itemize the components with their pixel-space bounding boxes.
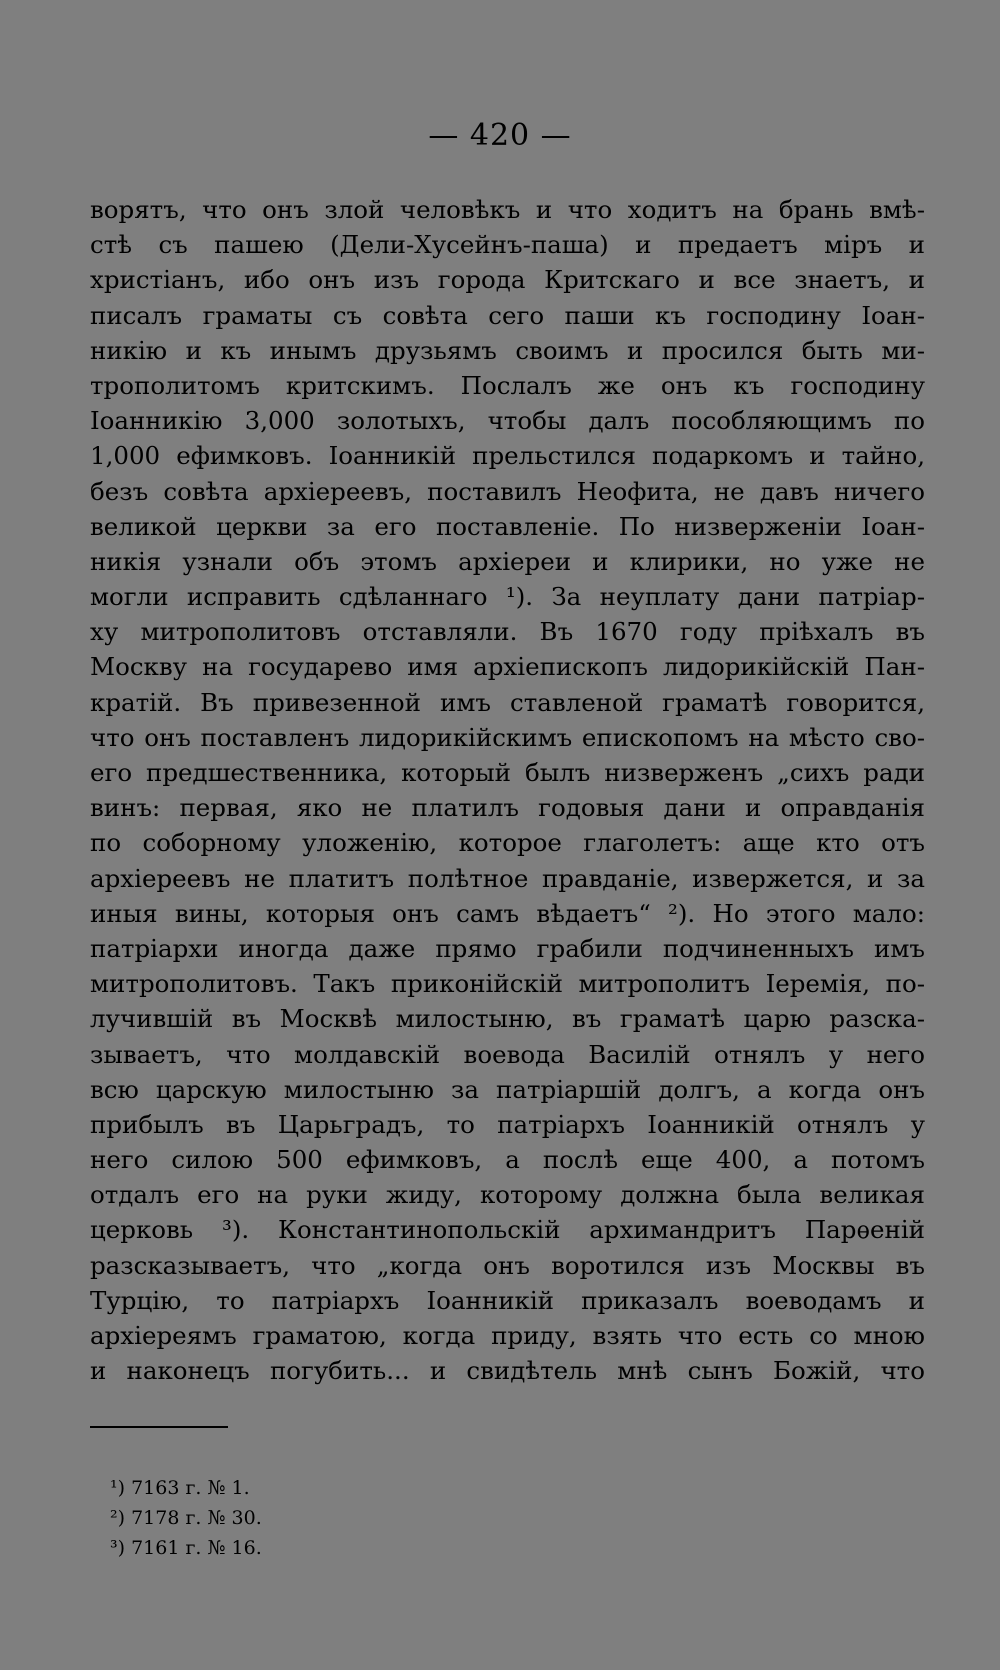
text-line: могли исправить сдѣланнаго ¹). За неуплату дани патріар- <box>90 582 925 612</box>
text-line: великой церкви за его поставленіе. По низверженіи Іоан- <box>90 511 925 541</box>
text-line: христіанъ, ибо онъ изъ города Критскаго и все знаетъ, и <box>90 265 925 295</box>
page-number: — 420 — <box>428 118 572 153</box>
text-line: 1,000 ефимковъ. Іоанникій прельстился подаркомъ и тайно, <box>90 441 925 471</box>
text-line: иныя вины, которыя онъ самъ вѣдаетъ“ ²). Но этого мало: <box>90 898 925 928</box>
text-line: Турцію, то патріархъ Іоанникій приказалъ воеводамъ и <box>90 1285 925 1315</box>
text-line: прибылъ въ Царьградъ, то патріархъ Іоанникій отнялъ у <box>90 1109 925 1139</box>
text-line: его предшественника, который былъ низверженъ „сихъ ради <box>90 758 925 787</box>
footnote: ²) 7178 г. № 30. <box>110 1507 262 1529</box>
text-line: зываетъ, что молдавскій воевода Василій отнялъ у него <box>90 1039 925 1069</box>
text-line: что онъ поставленъ лидорикійскимъ епископомъ на мѣсто сво- <box>90 722 925 752</box>
text-line: патріархи иногда даже прямо грабили подчиненныхъ имъ <box>90 933 925 963</box>
text-line: никія узнали объ этомъ архіереи и клирики, но уже не <box>90 546 925 576</box>
text-line: архіереямъ граматою, когда приду, взять что есть со мною <box>90 1321 925 1350</box>
text-line: ворятъ, что онъ злой человѣкъ и что ходитъ на брань вмѣ- <box>90 195 925 224</box>
footnotes <box>110 1473 710 1563</box>
footnote: ¹) 7163 г. № 1. <box>110 1477 250 1499</box>
text-line: писалъ граматы съ совѣта сего паши къ господину Іоан- <box>90 300 925 330</box>
text-line: разсказываетъ, что „когда онъ воротился изъ Москвы въ <box>90 1250 925 1280</box>
text-line: кратій. Въ привезенной имъ ставленой граматѣ говорится, <box>90 687 925 717</box>
text-line: безъ совѣта архіереевъ, поставилъ Неофита, не давъ ничего <box>90 476 925 506</box>
text-line: лучившій въ Москвѣ милостыню, въ граматѣ царю разска- <box>90 1004 925 1034</box>
text-line: отдалъ его на руки жиду, которому должна была великая <box>90 1180 925 1210</box>
main-text <box>90 192 925 1388</box>
text-line: него силою 500 ефимковъ, а послѣ еще 400, а потомъ <box>90 1145 925 1175</box>
text-line: по соборному уложенію, которое глаголетъ: аще кто отъ <box>90 828 925 858</box>
text-line: архіереевъ не платитъ полѣтное правданіе, извержется, и за <box>90 863 925 893</box>
footnote-divider <box>90 1426 228 1428</box>
text-line: всю царскую милостыню за патріаршій долгъ, а когда онъ <box>90 1074 925 1104</box>
text-line: митрополитовъ. Такъ приконійскій митрополитъ Іеремія, по- <box>90 969 925 999</box>
text-line: стѣ съ пашею (Дели-Хусейнъ-паша) и предаетъ міръ и <box>90 230 925 260</box>
text-line: трополитомъ критскимъ. Послалъ же онъ къ господину <box>90 370 925 400</box>
text-line: Іоанникію 3,000 золотыхъ, чтобы далъ пособляющимъ по <box>90 406 925 436</box>
text-line: винъ: первая, яко не платилъ годовыя дани и оправданія <box>90 793 925 823</box>
text-line: церковь ³). Константинопольскій архимандритъ Парѳеній <box>90 1215 925 1245</box>
text-line: Москву на государево имя архіепископъ лидорикійскій Пан- <box>90 652 925 682</box>
footnote: ³) 7161 г. № 16. <box>110 1537 262 1559</box>
text-line: ху митрополитовъ отставляли. Въ 1670 году пріѣхалъ въ <box>90 617 925 647</box>
text-line: и наконецъ погубить... и свидѣтель мнѣ сынъ Божій, что <box>90 1356 925 1386</box>
text-line: никію и къ инымъ друзьямъ своимъ и просился быть ми- <box>90 335 925 365</box>
